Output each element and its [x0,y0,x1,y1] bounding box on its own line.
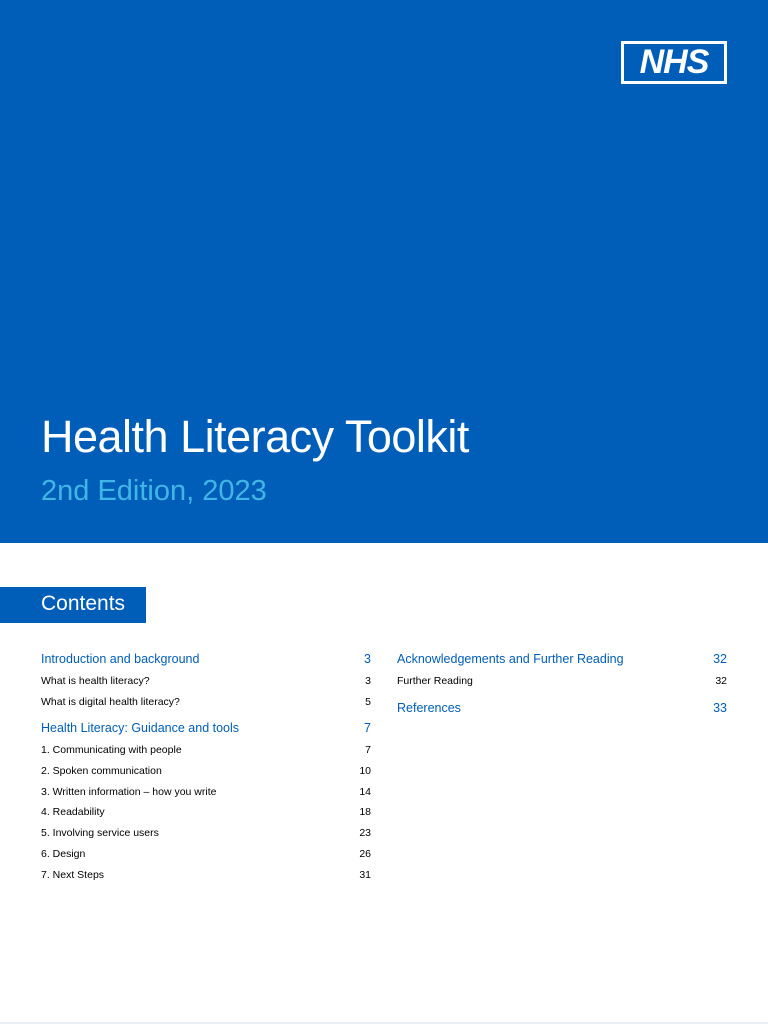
toc-entry-label: Further Reading [397,675,473,687]
toc-entry-label: 7. Next Steps [41,868,105,881]
nhs-logo-text: NHS [624,44,724,81]
toc-entry-label: 3. Written information – how you write [41,785,217,798]
toc-page-number: 7 [364,721,371,736]
toc-entry-label: 5. Involving service users [41,827,159,840]
toc-section-label: Introduction and background [41,652,200,666]
toc-right-column [397,647,727,716]
toc-page-number: 32 [715,675,727,687]
nhs-logo [621,41,727,84]
toc-page-number: 23 [359,827,371,840]
toc-entry-label: What is health literacy? [41,675,150,687]
contents-heading [0,587,146,623]
toc-page-number: 10 [359,765,371,778]
toc-section-entry[interactable] [41,716,371,736]
toc-entry[interactable] [41,759,371,780]
toc-entry[interactable] [41,690,371,711]
toc-page-number: 33 [713,700,727,715]
toc-entry-label: 6. Design [41,847,86,860]
toc-page-number: 18 [359,806,371,819]
toc-entry-label: 2. Spoken communication [41,765,162,778]
toc-entry[interactable] [41,669,371,690]
toc-section-label: Health Literacy: Guidance and tools [41,721,240,736]
toc-entry-label: 1. Communicating with people [41,744,182,757]
toc-page-number: 7 [365,744,371,757]
toc-section-entry[interactable] [397,647,727,667]
toc-entry[interactable] [397,669,727,690]
toc-page-number: 5 [365,695,371,708]
toc-page-number: 3 [365,675,371,687]
toc-page-number: 32 [713,652,727,666]
toc-page-number: 26 [359,847,371,860]
toc-entry-label: 4. Readability [41,806,105,819]
toc-page-number: 3 [364,652,371,666]
toc-entry[interactable] [41,821,371,842]
toc-left-column [41,647,371,883]
toc-entry[interactable] [41,780,371,801]
toc-page-number: 14 [359,785,371,798]
toc-section-entry[interactable] [397,696,727,716]
toc-entry[interactable] [41,863,371,884]
toc-section-label: Acknowledgements and Further Reading [397,652,624,666]
contents-heading-label: Contents [41,592,126,615]
toc-page-number: 31 [359,868,371,881]
toc-section-entry[interactable] [41,647,371,667]
toc-section-label: References [397,700,461,715]
toc-entry-label: What is digital health literacy? [41,695,180,708]
document-title: Health Literacy Toolkit [41,411,469,462]
document-edition: 2nd Edition, 2023 [41,475,267,507]
toc-entry[interactable] [41,738,371,759]
